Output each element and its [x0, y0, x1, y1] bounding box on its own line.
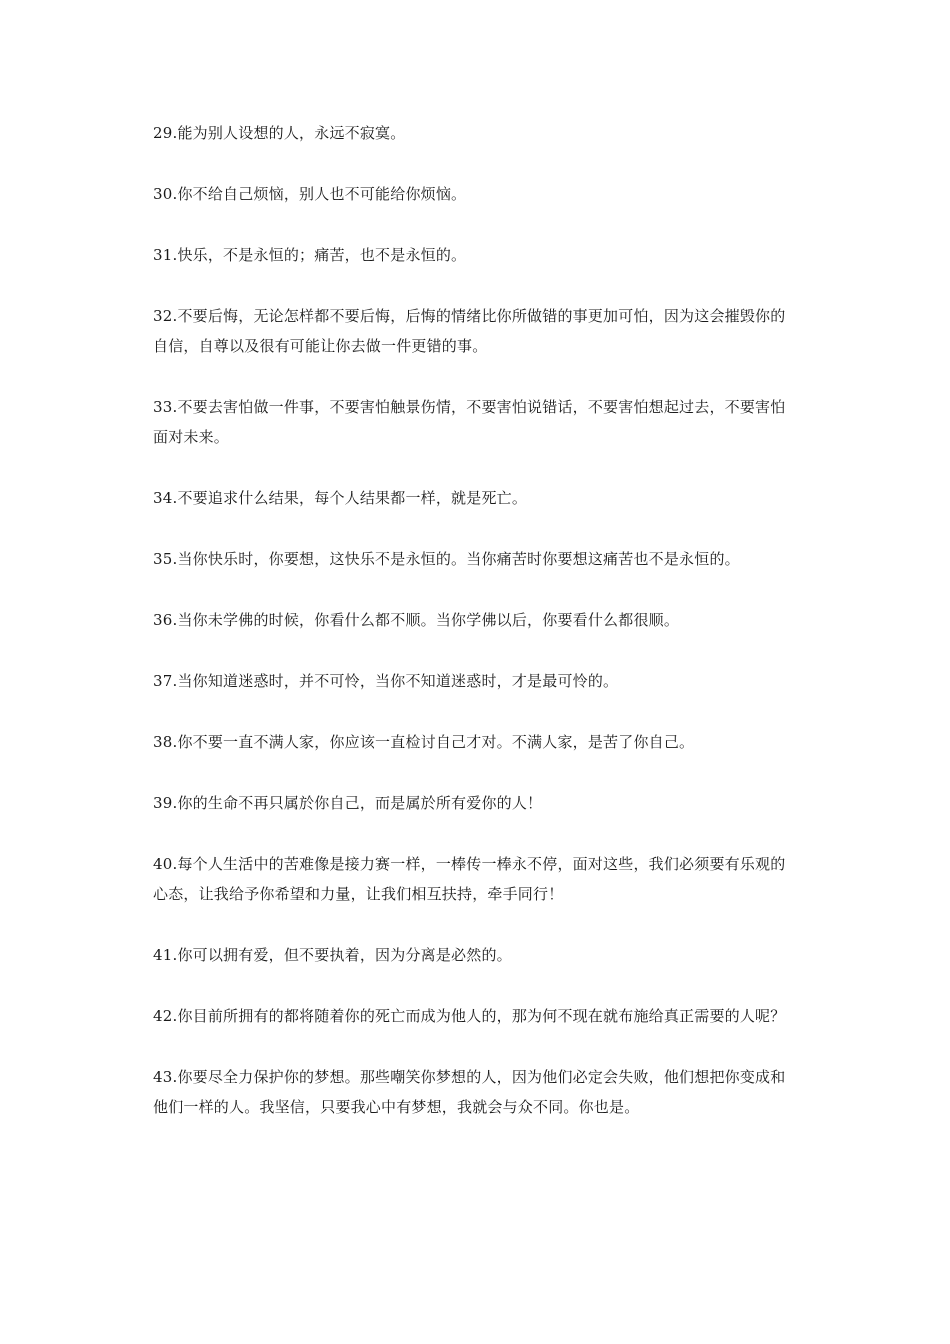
- quote-40: 40.每个人生活中的苦难像是接力赛一样，一棒传一棒永不停，面对这些，我们必须要有乐观的心态，让我给予你希望和力量，让我们相互扶持，牵手同行！: [153, 855, 786, 903]
- quote-34: 34.不要追求什么结果，每个人结果都一样，就是死亡。: [153, 489, 528, 507]
- quote-33: 33.不要去害怕做一件事，不要害怕触景伤情，不要害怕说错话，不要害怕想起过去，不要害怕面对未来。: [153, 398, 786, 446]
- quote-37: 37.当你知道迷惑时，并不可怜，当你不知道迷惑时，才是最可怜的。: [153, 672, 619, 690]
- quote-35: 35.当你快乐时，你要想，这快乐不是永恒的。当你痛苦时你要想这痛苦也不是永恒的。: [153, 550, 740, 568]
- quote-32: 32.不要后悔，无论怎样都不要后悔，后悔的情绪比你所做错的事更加可怕，因为这会摧毁你的自信，自尊以及很有可能让你去做一件更错的事。: [153, 307, 786, 355]
- quote-38: 38.你不要一直不满人家，你应该一直检讨自己才对。不满人家，是苦了你自己。: [153, 733, 695, 751]
- quote-39: 39.你的生命不再只属於你自己，而是属於所有爱你的人！: [153, 794, 543, 812]
- quote-41: 41.你可以拥有爱，但不要执着，因为分离是必然的。: [153, 946, 512, 964]
- quote-43: 43.你要尽全力保护你的梦想。那些嘲笑你梦想的人，因为他们必定会失败，他们想把你变成和他们一样的人。我坚信，只要我心中有梦想，我就会与众不同。你也是。: [153, 1068, 786, 1116]
- quote-30: 30.你不给自己烦恼，别人也不可能给你烦恼。: [153, 185, 467, 203]
- quote-list: [153, 118, 798, 1153]
- quote-42: 42.你目前所拥有的都将随着你的死亡而成为他人的，那为何不现在就布施给真正需要的人呢？: [153, 1007, 786, 1025]
- quote-36: 36.当你未学佛的时候，你看什么都不顺。当你学佛以后，你要看什么都很顺。: [153, 611, 680, 629]
- quote-29: 29.能为别人设想的人，永远不寂寞。: [153, 124, 406, 142]
- quote-31: 31.快乐，不是永恒的；痛苦，也不是永恒的。: [153, 246, 467, 264]
